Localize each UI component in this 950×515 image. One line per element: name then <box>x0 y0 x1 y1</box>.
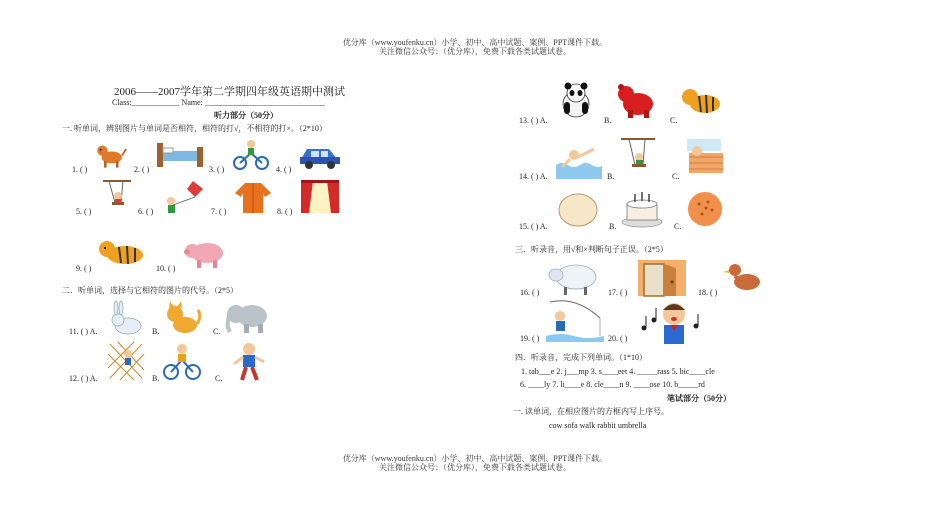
option-14-b: B. <box>607 172 615 181</box>
section4-row-1: 1. tab___e 2. j___mp 3. s____eet 4. _____rass 5. bic____cle <box>521 367 715 376</box>
header-line-2: 关注微信公众号：（优分库），免费下载各类试题试卷。 <box>379 47 571 56</box>
item-15: 15. ( ) A. <box>519 222 548 231</box>
option-13-c: C. <box>670 116 678 125</box>
written1-instruction: 一. 读单词，在相应图片的方框内写上序号。 <box>513 407 669 416</box>
dog-picture <box>93 137 127 171</box>
item-1: 1. ( ) <box>72 165 88 174</box>
section2-instruction: 二．听单词，选择与它相符的图片的代号。（2*5） <box>62 286 238 295</box>
written-title: 笔试部分（50分） <box>667 394 731 403</box>
class-name-line: Class:____________ Name: ______________________________ <box>112 98 325 107</box>
option-14-c: C. <box>672 172 680 181</box>
header-line-1: 优分库（www.youfenku.cn）小学、初中、高中试题、案例、PPT课件下载。 <box>342 38 608 47</box>
option-12-c: C. <box>215 374 223 383</box>
door-picture <box>634 258 690 298</box>
boy-bike-picture-2 <box>161 340 203 382</box>
item-11: 11. ( ) A. <box>69 327 98 336</box>
item-10: 10. ( ) <box>156 264 176 273</box>
option-15-b: B. <box>609 222 617 231</box>
cookie-picture <box>684 188 726 230</box>
item-16: 16. ( ) <box>520 288 540 297</box>
item-13: 13. ( ) A. <box>519 116 548 125</box>
item-18: 18. ( ) <box>698 288 718 297</box>
swimming-picture <box>556 137 602 179</box>
rabbit-picture <box>106 298 146 336</box>
exam-title: 2006——2007学年第二学期四年级英语期中测试 <box>114 86 345 98</box>
item-19: 19. ( ) <box>520 334 540 343</box>
option-13-b: B. <box>604 116 612 125</box>
kite-picture <box>159 179 207 215</box>
sheep-picture <box>546 257 602 297</box>
item-14: 14. ( ) A. <box>519 172 548 181</box>
section4-instruction: 四．听录音，完成下列单词。（1*10） <box>515 353 647 362</box>
fishing-picture <box>546 298 604 342</box>
footer-line-1: 优分库（www.youfenku.cn）小学、初中、高中试题、案例、PPT课件下载。 <box>342 454 608 463</box>
section3-instruction: 三．听录音，用√和×判断句子正误。（2*5） <box>515 245 668 254</box>
egg-picture <box>555 190 601 230</box>
swing-picture-2 <box>617 137 659 179</box>
item-12: 12. ( ) A. <box>69 374 98 383</box>
singing-boy-picture <box>634 298 704 344</box>
item-20: 20. ( ) <box>608 334 628 343</box>
tiger-picture <box>95 231 149 271</box>
listening-title: 听力部分（50分） <box>214 111 278 120</box>
item-3: 3. ( ) <box>209 165 225 174</box>
boy-walking-picture <box>226 340 272 382</box>
option-15-c: C. <box>674 222 682 231</box>
elephant-picture <box>224 296 272 336</box>
bed-sleep-picture <box>683 135 727 179</box>
footer-line-2: 关注微信公众号：（优分库），免费下载各类试题试卷。 <box>379 463 571 472</box>
red-bear-picture <box>614 80 656 120</box>
coat-picture <box>233 179 273 215</box>
written1-words: cow sofa walk rabbit umbrella <box>549 421 647 430</box>
item-9: 9. ( ) <box>76 264 92 273</box>
pig-picture <box>181 231 229 271</box>
item-17: 17. ( ) <box>608 288 628 297</box>
option-11-c: C. <box>213 327 221 336</box>
cake-picture <box>619 188 665 230</box>
window-curtain-picture <box>299 179 341 215</box>
option-12-b: B. <box>152 374 160 383</box>
option-11-b: B. <box>152 327 160 336</box>
item-5: 5. ( ) <box>76 207 92 216</box>
item-7: 7. ( ) <box>211 207 227 216</box>
item-8: 8. ( ) <box>277 207 293 216</box>
item-4: 4. ( ) <box>276 165 292 174</box>
section4-row-2: 6. ____ly 7. li____e 8. cle____n 9. ____ose 10. b_____rd <box>520 380 705 389</box>
duck-picture <box>723 256 763 296</box>
bed-picture <box>155 137 205 171</box>
item-6: 6. ( ) <box>138 207 154 216</box>
swing-picture <box>99 179 135 215</box>
car-picture <box>297 137 343 171</box>
item-2: 2. ( ) <box>134 165 150 174</box>
section1-instruction: 一. 听单词，辨别图片与单词是否相符，相符的打√，不相符的打×。（2*10） <box>62 124 327 133</box>
tiger-picture-2 <box>679 80 723 120</box>
cat-picture <box>161 298 203 336</box>
panda-picture <box>556 80 596 120</box>
net-climb-picture <box>106 340 146 382</box>
boy-bike-picture <box>231 137 271 171</box>
